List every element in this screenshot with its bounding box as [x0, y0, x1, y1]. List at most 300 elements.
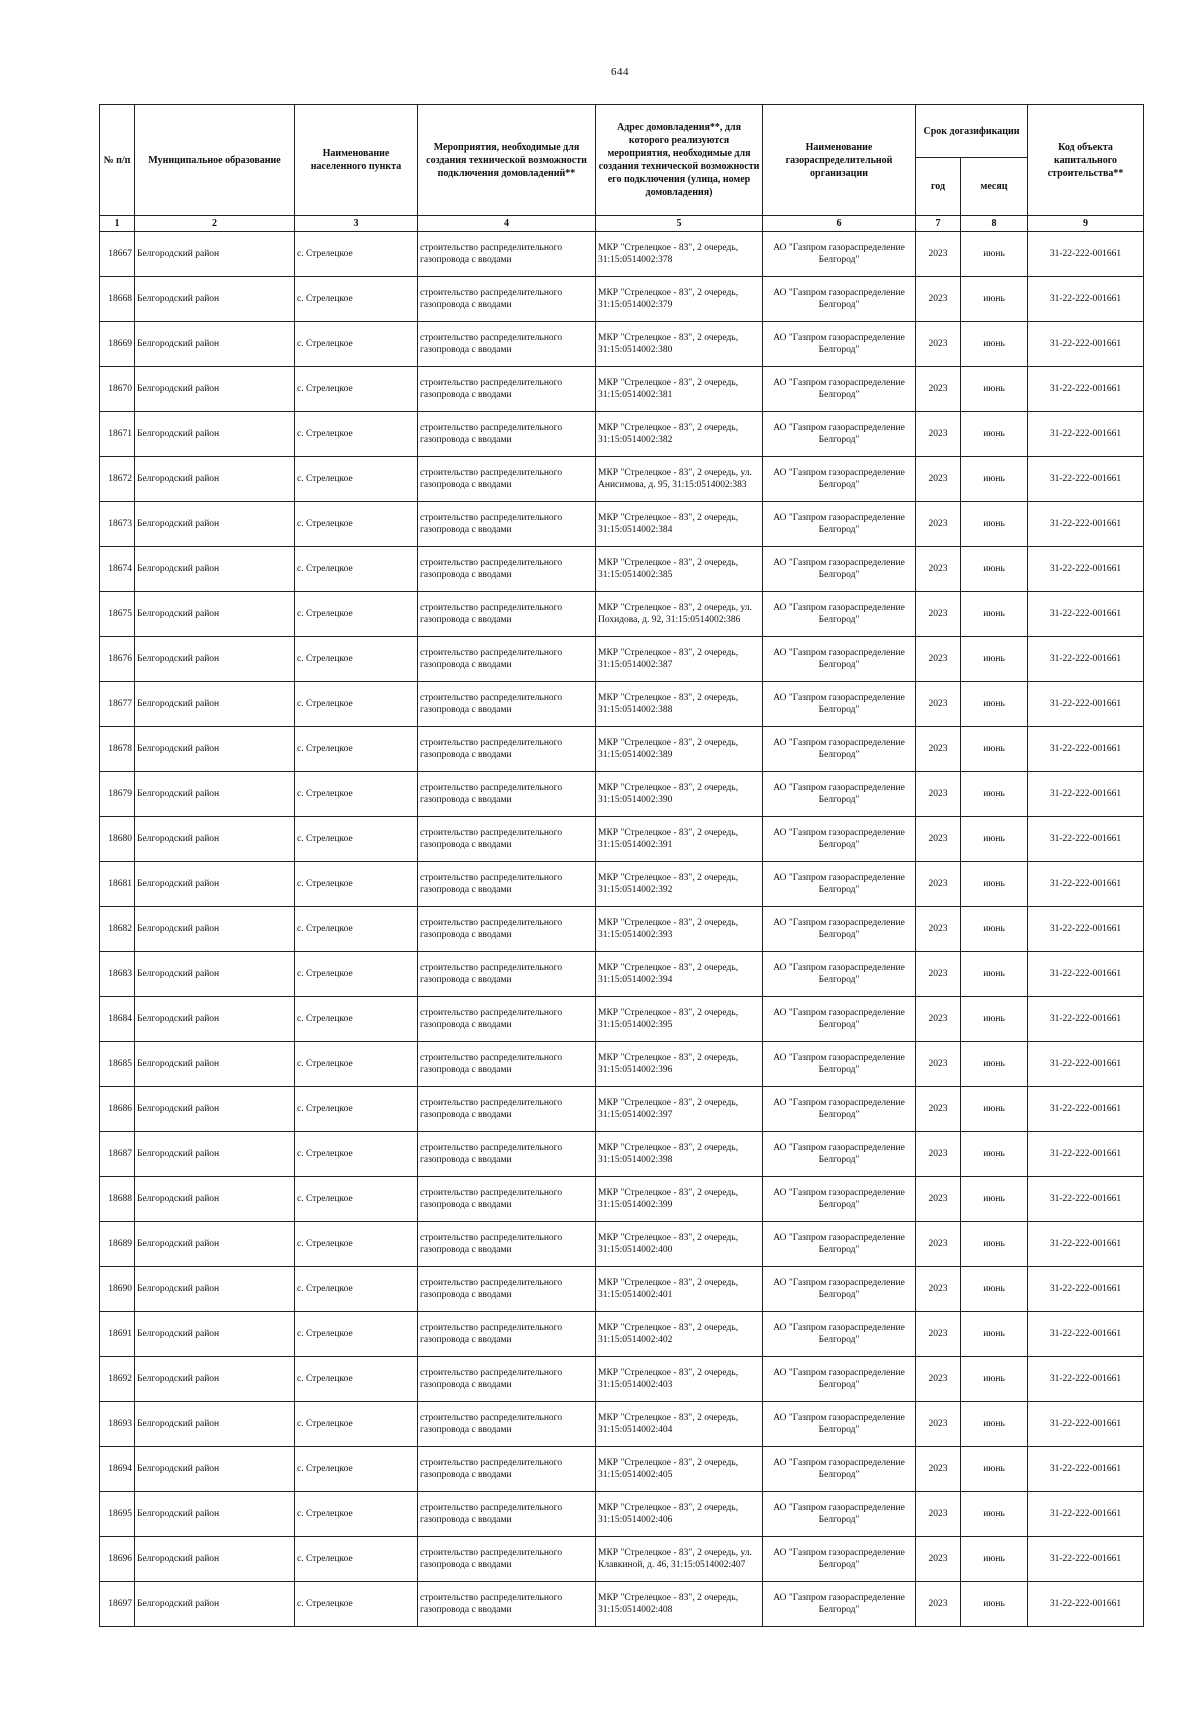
- address-cell: МКР "Стрелецкое - 83", 2 очередь, 31:15:0514002:403: [596, 1357, 763, 1402]
- organization-cell: АО "Газпром газораспределение Белгород": [763, 637, 916, 682]
- header-term: Срок догазификации: [916, 105, 1028, 158]
- column-number: 3: [295, 216, 418, 232]
- month-cell: июнь: [961, 1402, 1028, 1447]
- row-number: 18672: [100, 457, 135, 502]
- measures-cell: строительство распределительного газопровода с вводами: [418, 547, 596, 592]
- row-number: 18669: [100, 322, 135, 367]
- year-cell: 2023: [916, 997, 961, 1042]
- organization-cell: АО "Газпром газораспределение Белгород": [763, 547, 916, 592]
- measures-cell: строительство распределительного газопровода с вводами: [418, 682, 596, 727]
- organization-cell: АО "Газпром газораспределение Белгород": [763, 772, 916, 817]
- address-cell: МКР "Стрелецкое - 83", 2 очередь, 31:15:0514002:390: [596, 772, 763, 817]
- code-cell: 31-22-222-001661: [1028, 412, 1144, 457]
- column-number: 2: [135, 216, 295, 232]
- measures-cell: строительство распределительного газопровода с вводами: [418, 1087, 596, 1132]
- year-cell: 2023: [916, 1582, 961, 1627]
- column-number: 1: [100, 216, 135, 232]
- row-number: 18686: [100, 1087, 135, 1132]
- table-row: [100, 997, 1144, 1042]
- column-number: 9: [1028, 216, 1144, 232]
- page-number: 644: [611, 66, 629, 78]
- organization-cell: АО "Газпром газораспределение Белгород": [763, 1222, 916, 1267]
- row-number: 18675: [100, 592, 135, 637]
- organization-cell: АО "Газпром газораспределение Белгород": [763, 457, 916, 502]
- row-number: 18683: [100, 952, 135, 997]
- settlement-cell: с. Стрелецкое: [295, 457, 418, 502]
- municipality-cell: Белгородский район: [135, 862, 295, 907]
- measures-cell: строительство распределительного газопровода с вводами: [418, 1042, 596, 1087]
- measures-cell: строительство распределительного газопровода с вводами: [418, 277, 596, 322]
- year-cell: 2023: [916, 1357, 961, 1402]
- code-cell: 31-22-222-001661: [1028, 952, 1144, 997]
- table-row: [100, 502, 1144, 547]
- table-row: [100, 547, 1144, 592]
- municipality-cell: Белгородский район: [135, 457, 295, 502]
- measures-cell: строительство распределительного газопровода с вводами: [418, 1267, 596, 1312]
- address-cell: МКР "Стрелецкое - 83", 2 очередь, 31:15:0514002:402: [596, 1312, 763, 1357]
- row-number: 18668: [100, 277, 135, 322]
- municipality-cell: Белгородский район: [135, 592, 295, 637]
- settlement-cell: с. Стрелецкое: [295, 682, 418, 727]
- header-organization: Наименование газораспределительной организации: [763, 105, 916, 216]
- month-cell: июнь: [961, 772, 1028, 817]
- row-number: 18667: [100, 232, 135, 277]
- settlement-cell: с. Стрелецкое: [295, 1492, 418, 1537]
- municipality-cell: Белгородский район: [135, 1132, 295, 1177]
- measures-cell: строительство распределительного газопровода с вводами: [418, 412, 596, 457]
- settlement-cell: с. Стрелецкое: [295, 502, 418, 547]
- month-cell: июнь: [961, 322, 1028, 367]
- municipality-cell: Белгородский район: [135, 367, 295, 412]
- settlement-cell: с. Стрелецкое: [295, 1357, 418, 1402]
- settlement-cell: с. Стрелецкое: [295, 817, 418, 862]
- address-cell: МКР "Стрелецкое - 83", 2 очередь, 31:15:0514002:398: [596, 1132, 763, 1177]
- column-number: 4: [418, 216, 596, 232]
- code-cell: 31-22-222-001661: [1028, 907, 1144, 952]
- header-municipality: Муниципальное образование: [135, 105, 295, 216]
- measures-cell: строительство распределительного газопровода с вводами: [418, 457, 596, 502]
- table-row: [100, 772, 1144, 817]
- code-cell: 31-22-222-001661: [1028, 1042, 1144, 1087]
- settlement-cell: с. Стрелецкое: [295, 232, 418, 277]
- settlement-cell: с. Стрелецкое: [295, 907, 418, 952]
- header-num: № п/п: [100, 105, 135, 216]
- code-cell: 31-22-222-001661: [1028, 817, 1144, 862]
- month-cell: июнь: [961, 862, 1028, 907]
- organization-cell: АО "Газпром газораспределение Белгород": [763, 1312, 916, 1357]
- row-number: 18688: [100, 1177, 135, 1222]
- row-number: 18685: [100, 1042, 135, 1087]
- settlement-cell: с. Стрелецкое: [295, 1042, 418, 1087]
- column-numbers-row: [100, 216, 1144, 232]
- column-number: 8: [961, 216, 1028, 232]
- organization-cell: АО "Газпром газораспределение Белгород": [763, 1267, 916, 1312]
- table-row: [100, 1177, 1144, 1222]
- settlement-cell: с. Стрелецкое: [295, 1087, 418, 1132]
- row-number: 18678: [100, 727, 135, 772]
- measures-cell: строительство распределительного газопровода с вводами: [418, 367, 596, 412]
- address-cell: МКР "Стрелецкое - 83", 2 очередь, 31:15:0514002:401: [596, 1267, 763, 1312]
- address-cell: МКР "Стрелецкое - 83", 2 очередь, 31:15:0514002:385: [596, 547, 763, 592]
- code-cell: 31-22-222-001661: [1028, 1222, 1144, 1267]
- month-cell: июнь: [961, 412, 1028, 457]
- table-row: [100, 817, 1144, 862]
- settlement-cell: с. Стрелецкое: [295, 1312, 418, 1357]
- municipality-cell: Белгородский район: [135, 1222, 295, 1267]
- code-cell: 31-22-222-001661: [1028, 1132, 1144, 1177]
- measures-cell: строительство распределительного газопровода с вводами: [418, 322, 596, 367]
- month-cell: июнь: [961, 1537, 1028, 1582]
- settlement-cell: с. Стрелецкое: [295, 1537, 418, 1582]
- table-row: [100, 322, 1144, 367]
- year-cell: 2023: [916, 1087, 961, 1132]
- row-number: 18680: [100, 817, 135, 862]
- month-cell: июнь: [961, 997, 1028, 1042]
- address-cell: МКР "Стрелецкое - 83", 2 очередь, 31:15:0514002:394: [596, 952, 763, 997]
- row-number: 18681: [100, 862, 135, 907]
- table-row: [100, 367, 1144, 412]
- month-cell: июнь: [961, 637, 1028, 682]
- organization-cell: АО "Газпром газораспределение Белгород": [763, 817, 916, 862]
- row-number: 18677: [100, 682, 135, 727]
- month-cell: июнь: [961, 1312, 1028, 1357]
- table-row: [100, 1582, 1144, 1627]
- table-row: [100, 862, 1144, 907]
- year-cell: 2023: [916, 907, 961, 952]
- table-row: [100, 1312, 1144, 1357]
- year-cell: 2023: [916, 1177, 961, 1222]
- month-cell: июнь: [961, 907, 1028, 952]
- address-cell: МКР "Стрелецкое - 83", 2 очередь, 31:15:0514002:396: [596, 1042, 763, 1087]
- row-number: 18670: [100, 367, 135, 412]
- column-number: 5: [596, 216, 763, 232]
- table-row: [100, 1537, 1144, 1582]
- settlement-cell: с. Стрелецкое: [295, 412, 418, 457]
- municipality-cell: Белгородский район: [135, 1492, 295, 1537]
- month-cell: июнь: [961, 1087, 1028, 1132]
- row-number: 18673: [100, 502, 135, 547]
- settlement-cell: с. Стрелецкое: [295, 727, 418, 772]
- organization-cell: АО "Газпром газораспределение Белгород": [763, 682, 916, 727]
- month-cell: июнь: [961, 592, 1028, 637]
- settlement-cell: с. Стрелецкое: [295, 997, 418, 1042]
- column-number: 6: [763, 216, 916, 232]
- municipality-cell: Белгородский район: [135, 637, 295, 682]
- code-cell: 31-22-222-001661: [1028, 1582, 1144, 1627]
- table-row: [100, 412, 1144, 457]
- month-cell: июнь: [961, 1267, 1028, 1312]
- organization-cell: АО "Газпром газораспределение Белгород": [763, 502, 916, 547]
- settlement-cell: с. Стрелецкое: [295, 637, 418, 682]
- address-cell: МКР "Стрелецкое - 83", 2 очередь, 31:15:0514002:380: [596, 322, 763, 367]
- year-cell: 2023: [916, 547, 961, 592]
- month-cell: июнь: [961, 367, 1028, 412]
- month-cell: июнь: [961, 727, 1028, 772]
- measures-cell: строительство распределительного газопровода с вводами: [418, 1312, 596, 1357]
- municipality-cell: Белгородский район: [135, 907, 295, 952]
- code-cell: 31-22-222-001661: [1028, 1177, 1144, 1222]
- measures-cell: строительство распределительного газопровода с вводами: [418, 1357, 596, 1402]
- year-cell: 2023: [916, 1402, 961, 1447]
- table-row: [100, 952, 1144, 997]
- municipality-cell: Белгородский район: [135, 682, 295, 727]
- address-cell: МКР "Стрелецкое - 83", 2 очередь, 31:15:0514002:399: [596, 1177, 763, 1222]
- table-row: [100, 727, 1144, 772]
- month-cell: июнь: [961, 1582, 1028, 1627]
- code-cell: 31-22-222-001661: [1028, 1357, 1144, 1402]
- row-number: 18684: [100, 997, 135, 1042]
- code-cell: 31-22-222-001661: [1028, 1087, 1144, 1132]
- header-settlement: Наименование населенного пункта: [295, 105, 418, 216]
- code-cell: 31-22-222-001661: [1028, 592, 1144, 637]
- row-number: 18671: [100, 412, 135, 457]
- month-cell: июнь: [961, 817, 1028, 862]
- municipality-cell: Белгородский район: [135, 952, 295, 997]
- row-number: 18693: [100, 1402, 135, 1447]
- measures-cell: строительство распределительного газопровода с вводами: [418, 232, 596, 277]
- table-row: [100, 1447, 1144, 1492]
- code-cell: 31-22-222-001661: [1028, 637, 1144, 682]
- organization-cell: АО "Газпром газораспределение Белгород": [763, 1582, 916, 1627]
- table-row: [100, 1222, 1144, 1267]
- table-row: [100, 1267, 1144, 1312]
- year-cell: 2023: [916, 232, 961, 277]
- year-cell: 2023: [916, 1447, 961, 1492]
- measures-cell: строительство распределительного газопровода с вводами: [418, 997, 596, 1042]
- year-cell: 2023: [916, 592, 961, 637]
- code-cell: 31-22-222-001661: [1028, 1447, 1144, 1492]
- address-cell: МКР "Стрелецкое - 83", 2 очередь, 31:15:0514002:387: [596, 637, 763, 682]
- address-cell: МКР "Стрелецкое - 83", 2 очередь, 31:15:0514002:406: [596, 1492, 763, 1537]
- settlement-cell: с. Стрелецкое: [295, 1177, 418, 1222]
- month-cell: июнь: [961, 547, 1028, 592]
- year-cell: 2023: [916, 1132, 961, 1177]
- month-cell: июнь: [961, 502, 1028, 547]
- municipality-cell: Белгородский район: [135, 1087, 295, 1132]
- code-cell: 31-22-222-001661: [1028, 502, 1144, 547]
- code-cell: 31-22-222-001661: [1028, 277, 1144, 322]
- municipality-cell: Белгородский район: [135, 322, 295, 367]
- municipality-cell: Белгородский район: [135, 1042, 295, 1087]
- address-cell: МКР "Стрелецкое - 83", 2 очередь, 31:15:0514002:391: [596, 817, 763, 862]
- gasification-table: [99, 104, 1144, 1627]
- year-cell: 2023: [916, 502, 961, 547]
- municipality-cell: Белгородский район: [135, 1582, 295, 1627]
- address-cell: МКР "Стрелецкое - 83", 2 очередь, 31:15:0514002:404: [596, 1402, 763, 1447]
- settlement-cell: с. Стрелецкое: [295, 277, 418, 322]
- measures-cell: строительство распределительного газопровода с вводами: [418, 772, 596, 817]
- table-row: [100, 1402, 1144, 1447]
- table-row: [100, 277, 1144, 322]
- code-cell: 31-22-222-001661: [1028, 322, 1144, 367]
- measures-cell: строительство распределительного газопровода с вводами: [418, 502, 596, 547]
- measures-cell: строительство распределительного газопровода с вводами: [418, 592, 596, 637]
- table-row: [100, 682, 1144, 727]
- measures-cell: строительство распределительного газопровода с вводами: [418, 1222, 596, 1267]
- year-cell: 2023: [916, 637, 961, 682]
- row-number: 18691: [100, 1312, 135, 1357]
- year-cell: 2023: [916, 1042, 961, 1087]
- code-cell: 31-22-222-001661: [1028, 1492, 1144, 1537]
- year-cell: 2023: [916, 1222, 961, 1267]
- municipality-cell: Белгородский район: [135, 1402, 295, 1447]
- code-cell: 31-22-222-001661: [1028, 727, 1144, 772]
- address-cell: МКР "Стрелецкое - 83", 2 очередь, 31:15:0514002:395: [596, 997, 763, 1042]
- month-cell: июнь: [961, 1132, 1028, 1177]
- municipality-cell: Белгородский район: [135, 727, 295, 772]
- table-row: [100, 907, 1144, 952]
- organization-cell: АО "Газпром газораспределение Белгород": [763, 367, 916, 412]
- municipality-cell: Белгородский район: [135, 1267, 295, 1312]
- municipality-cell: Белгородский район: [135, 1537, 295, 1582]
- organization-cell: АО "Газпром газораспределение Белгород": [763, 952, 916, 997]
- settlement-cell: с. Стрелецкое: [295, 322, 418, 367]
- code-cell: 31-22-222-001661: [1028, 862, 1144, 907]
- month-cell: июнь: [961, 682, 1028, 727]
- settlement-cell: с. Стрелецкое: [295, 1447, 418, 1492]
- row-number: 18694: [100, 1447, 135, 1492]
- month-cell: июнь: [961, 1492, 1028, 1537]
- month-cell: июнь: [961, 1042, 1028, 1087]
- organization-cell: АО "Газпром газораспределение Белгород": [763, 592, 916, 637]
- address-cell: МКР "Стрелецкое - 83", 2 очередь, 31:15:0514002:378: [596, 232, 763, 277]
- organization-cell: АО "Газпром газораспределение Белгород": [763, 1537, 916, 1582]
- organization-cell: АО "Газпром газораспределение Белгород": [763, 727, 916, 772]
- code-cell: 31-22-222-001661: [1028, 457, 1144, 502]
- measures-cell: строительство распределительного газопровода с вводами: [418, 952, 596, 997]
- code-cell: 31-22-222-001661: [1028, 1537, 1144, 1582]
- address-cell: МКР "Стрелецкое - 83", 2 очередь, ул. Клавкиной, д. 46, 31:15:0514002:407: [596, 1537, 763, 1582]
- table-row: [100, 1132, 1144, 1177]
- municipality-cell: Белгородский район: [135, 1357, 295, 1402]
- code-cell: 31-22-222-001661: [1028, 772, 1144, 817]
- measures-cell: строительство распределительного газопровода с вводами: [418, 1582, 596, 1627]
- month-cell: июнь: [961, 277, 1028, 322]
- municipality-cell: Белгородский район: [135, 232, 295, 277]
- address-cell: МКР "Стрелецкое - 83", 2 очередь, 31:15:0514002:405: [596, 1447, 763, 1492]
- municipality-cell: Белгородский район: [135, 412, 295, 457]
- address-cell: МКР "Стрелецкое - 83", 2 очередь, 31:15:0514002:381: [596, 367, 763, 412]
- settlement-cell: с. Стрелецкое: [295, 592, 418, 637]
- month-cell: июнь: [961, 1177, 1028, 1222]
- municipality-cell: Белгородский район: [135, 277, 295, 322]
- address-cell: МКР "Стрелецкое - 83", 2 очередь, 31:15:0514002:384: [596, 502, 763, 547]
- code-cell: 31-22-222-001661: [1028, 1267, 1144, 1312]
- table-header-row: [100, 105, 1144, 158]
- organization-cell: АО "Газпром газораспределение Белгород": [763, 1357, 916, 1402]
- row-number: 18674: [100, 547, 135, 592]
- code-cell: 31-22-222-001661: [1028, 547, 1144, 592]
- row-number: 18697: [100, 1582, 135, 1627]
- settlement-cell: с. Стрелецкое: [295, 547, 418, 592]
- month-cell: июнь: [961, 1447, 1028, 1492]
- address-cell: МКР "Стрелецкое - 83", 2 очередь, 31:15:0514002:392: [596, 862, 763, 907]
- month-cell: июнь: [961, 232, 1028, 277]
- settlement-cell: с. Стрелецкое: [295, 1402, 418, 1447]
- address-cell: МКР "Стрелецкое - 83", 2 очередь, 31:15:0514002:389: [596, 727, 763, 772]
- measures-cell: строительство распределительного газопровода с вводами: [418, 1132, 596, 1177]
- settlement-cell: с. Стрелецкое: [295, 1582, 418, 1627]
- measures-cell: строительство распределительного газопровода с вводами: [418, 637, 596, 682]
- settlement-cell: с. Стрелецкое: [295, 952, 418, 997]
- municipality-cell: Белгородский район: [135, 1177, 295, 1222]
- row-number: 18695: [100, 1492, 135, 1537]
- year-cell: 2023: [916, 1267, 961, 1312]
- code-cell: 31-22-222-001661: [1028, 367, 1144, 412]
- column-number: 7: [916, 216, 961, 232]
- table-body: [100, 232, 1144, 1627]
- year-cell: 2023: [916, 862, 961, 907]
- row-number: 18696: [100, 1537, 135, 1582]
- organization-cell: АО "Газпром газораспределение Белгород": [763, 862, 916, 907]
- address-cell: МКР "Стрелецкое - 83", 2 очередь, 31:15:0514002:379: [596, 277, 763, 322]
- table-row: [100, 1087, 1144, 1132]
- address-cell: МКР "Стрелецкое - 83", 2 очередь, 31:15:0514002:408: [596, 1582, 763, 1627]
- organization-cell: АО "Газпром газораспределение Белгород": [763, 277, 916, 322]
- address-cell: МКР "Стрелецкое - 83", 2 очередь, 31:15:0514002:397: [596, 1087, 763, 1132]
- settlement-cell: с. Стрелецкое: [295, 772, 418, 817]
- year-cell: 2023: [916, 412, 961, 457]
- code-cell: 31-22-222-001661: [1028, 232, 1144, 277]
- table-row: [100, 1357, 1144, 1402]
- year-cell: 2023: [916, 772, 961, 817]
- month-cell: июнь: [961, 457, 1028, 502]
- month-cell: июнь: [961, 952, 1028, 997]
- measures-cell: строительство распределительного газопровода с вводами: [418, 1402, 596, 1447]
- measures-cell: строительство распределительного газопровода с вводами: [418, 1447, 596, 1492]
- measures-cell: строительство распределительного газопровода с вводами: [418, 1537, 596, 1582]
- table-row: [100, 637, 1144, 682]
- address-cell: МКР "Стрелецкое - 83", 2 очередь, ул. Похидова, д. 92, 31:15:0514002:386: [596, 592, 763, 637]
- organization-cell: АО "Газпром газораспределение Белгород": [763, 1177, 916, 1222]
- year-cell: 2023: [916, 457, 961, 502]
- organization-cell: АО "Газпром газораспределение Белгород": [763, 1492, 916, 1537]
- table-row: [100, 1042, 1144, 1087]
- header-measures: Мероприятия, необходимые для создания технической возможности подключения домовладений**: [418, 105, 596, 216]
- year-cell: 2023: [916, 367, 961, 412]
- row-number: 18679: [100, 772, 135, 817]
- settlement-cell: с. Стрелецкое: [295, 1267, 418, 1312]
- measures-cell: строительство распределительного газопровода с вводами: [418, 1492, 596, 1537]
- row-number: 18676: [100, 637, 135, 682]
- table-row: [100, 1492, 1144, 1537]
- header-address: Адрес домовладения**, для которого реализуются мероприятия, необходимые для создания технической возможности его подключения (улица, номер домовладения): [596, 105, 763, 216]
- row-number: 18692: [100, 1357, 135, 1402]
- address-cell: МКР "Стрелецкое - 83", 2 очередь, ул. Анисимова, д. 95, 31:15:0514002:383: [596, 457, 763, 502]
- organization-cell: АО "Газпром газораспределение Белгород": [763, 232, 916, 277]
- municipality-cell: Белгородский район: [135, 502, 295, 547]
- organization-cell: АО "Газпром газораспределение Белгород": [763, 1042, 916, 1087]
- address-cell: МКР "Стрелецкое - 83", 2 очередь, 31:15:0514002:382: [596, 412, 763, 457]
- year-cell: 2023: [916, 277, 961, 322]
- code-cell: 31-22-222-001661: [1028, 1402, 1144, 1447]
- address-cell: МКР "Стрелецкое - 83", 2 очередь, 31:15:0514002:393: [596, 907, 763, 952]
- table-row: [100, 457, 1144, 502]
- municipality-cell: Белгородский район: [135, 817, 295, 862]
- code-cell: 31-22-222-001661: [1028, 997, 1144, 1042]
- organization-cell: АО "Газпром газораспределение Белгород": [763, 1447, 916, 1492]
- month-cell: июнь: [961, 1357, 1028, 1402]
- year-cell: 2023: [916, 727, 961, 772]
- municipality-cell: Белгородский район: [135, 1447, 295, 1492]
- year-cell: 2023: [916, 322, 961, 367]
- address-cell: МКР "Стрелецкое - 83", 2 очередь, 31:15:0514002:388: [596, 682, 763, 727]
- organization-cell: АО "Газпром газораспределение Белгород": [763, 907, 916, 952]
- code-cell: 31-22-222-001661: [1028, 682, 1144, 727]
- organization-cell: АО "Газпром газораспределение Белгород": [763, 412, 916, 457]
- table-row: [100, 232, 1144, 277]
- year-cell: 2023: [916, 817, 961, 862]
